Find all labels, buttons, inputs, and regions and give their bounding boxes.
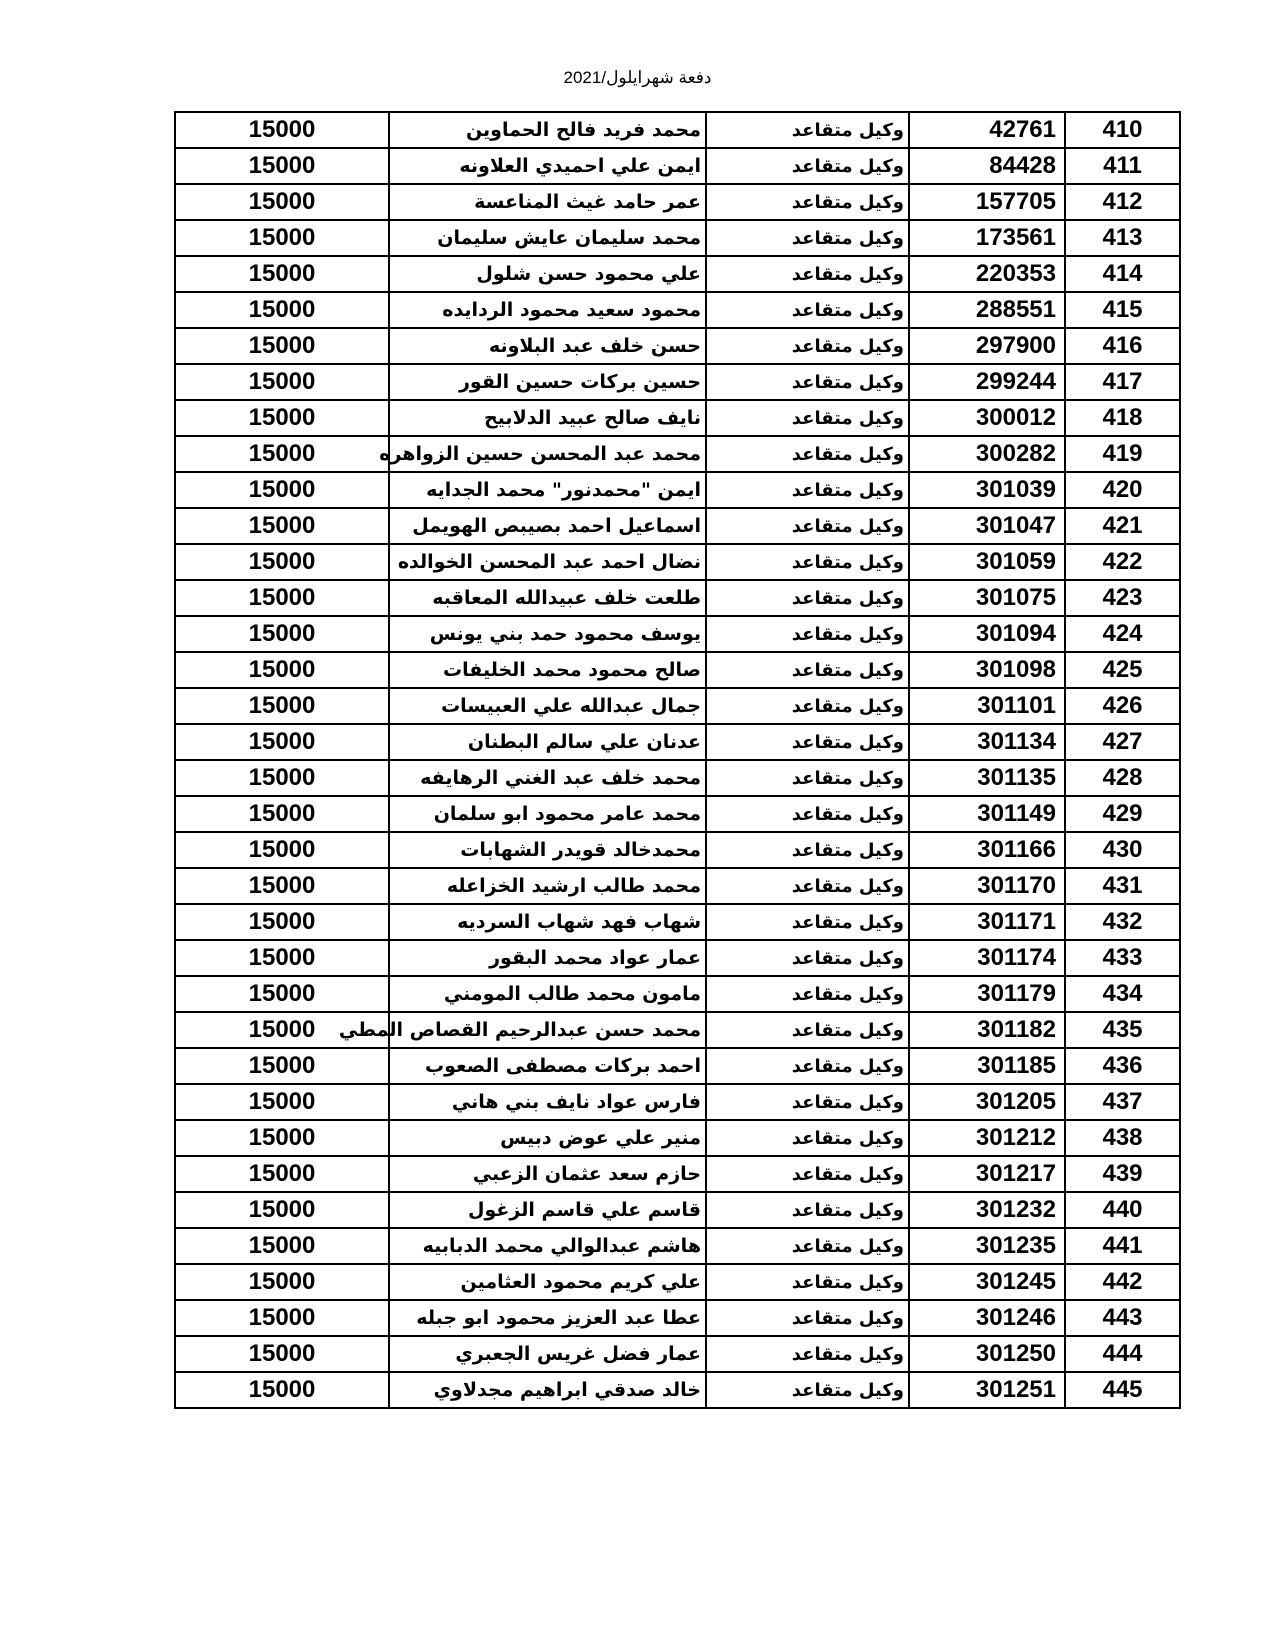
amount-cell: 15000 bbox=[175, 1228, 389, 1264]
rank-cell: وكيل متقاعد bbox=[706, 832, 909, 868]
rank-cell: وكيل متقاعد bbox=[706, 976, 909, 1012]
table-row bbox=[175, 1156, 1180, 1192]
name-cell: عدنان علي سالم البطنان bbox=[389, 724, 706, 760]
amount-cell: 15000 bbox=[175, 652, 389, 688]
amount-cell: 15000 bbox=[175, 508, 389, 544]
sequence-cell: 414 bbox=[1065, 256, 1180, 292]
sequence-cell: 430 bbox=[1065, 832, 1180, 868]
name-cell: محمد طالب ارشيد الخزاعله bbox=[389, 868, 706, 904]
name-cell: فارس عواد نايف بني هاني bbox=[389, 1084, 706, 1120]
id-number-cell: 297900 bbox=[909, 328, 1065, 364]
sequence-cell: 438 bbox=[1065, 1120, 1180, 1156]
amount-cell: 15000 bbox=[175, 1156, 389, 1192]
amount-cell: 15000 bbox=[175, 868, 389, 904]
name-cell: عطا عبد العزيز محمود ابو جبله bbox=[389, 1300, 706, 1336]
id-number-cell: 301235 bbox=[909, 1228, 1065, 1264]
name-cell: محمد خلف عبد الغني الرهايفه bbox=[389, 760, 706, 796]
amount-cell: 15000 bbox=[175, 976, 389, 1012]
payroll-table-body bbox=[175, 112, 1180, 1408]
sequence-cell: 441 bbox=[1065, 1228, 1180, 1264]
table-row bbox=[175, 724, 1180, 760]
sequence-cell: 426 bbox=[1065, 688, 1180, 724]
amount-cell: 15000 bbox=[175, 904, 389, 940]
rank-cell: وكيل متقاعد bbox=[706, 400, 909, 436]
rank-cell: وكيل متقاعد bbox=[706, 328, 909, 364]
table-row bbox=[175, 688, 1180, 724]
name-cell: شهاب فهد شهاب السرديه bbox=[389, 904, 706, 940]
table-row bbox=[175, 256, 1180, 292]
rank-cell: وكيل متقاعد bbox=[706, 1012, 909, 1048]
amount-cell: 15000 bbox=[175, 1336, 389, 1372]
amount-cell: 15000 bbox=[175, 1300, 389, 1336]
sequence-cell: 413 bbox=[1065, 220, 1180, 256]
name-cell: قاسم علي قاسم الزغول bbox=[389, 1192, 706, 1228]
rank-cell: وكيل متقاعد bbox=[706, 544, 909, 580]
sequence-cell: 428 bbox=[1065, 760, 1180, 796]
amount-cell: 15000 bbox=[175, 328, 389, 364]
name-cell: ايمن "محمدنور" محمد الجدايه bbox=[389, 472, 706, 508]
name-cell: خالد صدقي ابراهيم مجدلاوي bbox=[389, 1372, 706, 1408]
id-number-cell: 301094 bbox=[909, 616, 1065, 652]
rank-cell: وكيل متقاعد bbox=[706, 220, 909, 256]
table-row bbox=[175, 1012, 1180, 1048]
amount-cell: 15000 bbox=[175, 1192, 389, 1228]
id-number-cell: 300282 bbox=[909, 436, 1065, 472]
table-row bbox=[175, 868, 1180, 904]
name-cell: مامون محمد طالب المومني bbox=[389, 976, 706, 1012]
amount-cell: 15000 bbox=[175, 724, 389, 760]
rank-cell: وكيل متقاعد bbox=[706, 1120, 909, 1156]
id-number-cell: 173561 bbox=[909, 220, 1065, 256]
id-number-cell: 84428 bbox=[909, 148, 1065, 184]
amount-cell: 15000 bbox=[175, 112, 389, 148]
rank-cell: وكيل متقاعد bbox=[706, 1336, 909, 1372]
sequence-cell: 417 bbox=[1065, 364, 1180, 400]
amount-cell: 15000 bbox=[175, 220, 389, 256]
amount-cell: 15000 bbox=[175, 364, 389, 400]
amount-cell: 15000 bbox=[175, 1084, 389, 1120]
amount-cell: 15000 bbox=[175, 580, 389, 616]
amount-cell: 15000 bbox=[175, 688, 389, 724]
amount-cell: 15000 bbox=[175, 472, 389, 508]
amount-cell: 15000 bbox=[175, 1012, 389, 1048]
table-row bbox=[175, 112, 1180, 148]
sequence-cell: 418 bbox=[1065, 400, 1180, 436]
amount-cell: 15000 bbox=[175, 256, 389, 292]
id-number-cell: 299244 bbox=[909, 364, 1065, 400]
name-cell: جمال عبدالله علي العبيسات bbox=[389, 688, 706, 724]
id-number-cell: 301149 bbox=[909, 796, 1065, 832]
name-cell: محمد حسن عبدالرحيم القصاص المطي bbox=[389, 1012, 706, 1048]
id-number-cell: 42761 bbox=[909, 112, 1065, 148]
sequence-cell: 411 bbox=[1065, 148, 1180, 184]
name-cell: حسن خلف عبد البلاونه bbox=[389, 328, 706, 364]
amount-cell: 15000 bbox=[175, 1120, 389, 1156]
rank-cell: وكيل متقاعد bbox=[706, 436, 909, 472]
page-title: دفعة شهرايلول/2021 bbox=[563, 68, 712, 87]
payroll-table bbox=[174, 111, 1181, 1409]
id-number-cell: 300012 bbox=[909, 400, 1065, 436]
rank-cell: وكيل متقاعد bbox=[706, 472, 909, 508]
rank-cell: وكيل متقاعد bbox=[706, 364, 909, 400]
name-cell: حازم سعد عثمان الزعبي bbox=[389, 1156, 706, 1192]
id-number-cell: 301059 bbox=[909, 544, 1065, 580]
rank-cell: وكيل متقاعد bbox=[706, 652, 909, 688]
name-cell: هاشم عبدالوالي محمد الدبابيه bbox=[389, 1228, 706, 1264]
table-row bbox=[175, 1336, 1180, 1372]
sequence-cell: 410 bbox=[1065, 112, 1180, 148]
amount-cell: 15000 bbox=[175, 940, 389, 976]
name-cell: نضال احمد عبد المحسن الخوالده bbox=[389, 544, 706, 580]
name-cell: محمد عامر محمود ابو سلمان bbox=[389, 796, 706, 832]
amount-cell: 15000 bbox=[175, 436, 389, 472]
name-cell: احمد بركات مصطفى الصعوب bbox=[389, 1048, 706, 1084]
table-row bbox=[175, 1120, 1180, 1156]
amount-cell: 15000 bbox=[175, 544, 389, 580]
sequence-cell: 415 bbox=[1065, 292, 1180, 328]
sequence-cell: 437 bbox=[1065, 1084, 1180, 1120]
sequence-cell: 440 bbox=[1065, 1192, 1180, 1228]
rank-cell: وكيل متقاعد bbox=[706, 1192, 909, 1228]
sequence-cell: 425 bbox=[1065, 652, 1180, 688]
sequence-cell: 439 bbox=[1065, 1156, 1180, 1192]
name-cell: محمود سعيد محمود الردايده bbox=[389, 292, 706, 328]
sequence-cell: 412 bbox=[1065, 184, 1180, 220]
sequence-cell: 421 bbox=[1065, 508, 1180, 544]
rank-cell: وكيل متقاعد bbox=[706, 1084, 909, 1120]
id-number-cell: 301171 bbox=[909, 904, 1065, 940]
id-number-cell: 301245 bbox=[909, 1264, 1065, 1300]
amount-cell: 15000 bbox=[175, 148, 389, 184]
name-cell: محمد عبد المحسن حسين الزواهره bbox=[389, 436, 706, 472]
id-number-cell: 288551 bbox=[909, 292, 1065, 328]
rank-cell: وكيل متقاعد bbox=[706, 1048, 909, 1084]
id-number-cell: 301170 bbox=[909, 868, 1065, 904]
rank-cell: وكيل متقاعد bbox=[706, 184, 909, 220]
rank-cell: وكيل متقاعد bbox=[706, 940, 909, 976]
sequence-cell: 445 bbox=[1065, 1372, 1180, 1408]
sequence-cell: 419 bbox=[1065, 436, 1180, 472]
id-number-cell: 301246 bbox=[909, 1300, 1065, 1336]
name-cell: منير علي عوض دبيس bbox=[389, 1120, 706, 1156]
sequence-cell: 434 bbox=[1065, 976, 1180, 1012]
id-number-cell: 301250 bbox=[909, 1336, 1065, 1372]
id-number-cell: 301251 bbox=[909, 1372, 1065, 1408]
id-number-cell: 301047 bbox=[909, 508, 1065, 544]
table-row bbox=[175, 1048, 1180, 1084]
rank-cell: وكيل متقاعد bbox=[706, 760, 909, 796]
table-row bbox=[175, 904, 1180, 940]
rank-cell: وكيل متقاعد bbox=[706, 1228, 909, 1264]
id-number-cell: 301166 bbox=[909, 832, 1065, 868]
sequence-cell: 444 bbox=[1065, 1336, 1180, 1372]
name-cell: عمر حامد غيث المناعسة bbox=[389, 184, 706, 220]
amount-cell: 15000 bbox=[175, 796, 389, 832]
rank-cell: وكيل متقاعد bbox=[706, 616, 909, 652]
name-cell: ايمن علي احميدي العلاونه bbox=[389, 148, 706, 184]
sequence-cell: 443 bbox=[1065, 1300, 1180, 1336]
table-row bbox=[175, 652, 1180, 688]
sequence-cell: 422 bbox=[1065, 544, 1180, 580]
sequence-cell: 431 bbox=[1065, 868, 1180, 904]
id-number-cell: 301098 bbox=[909, 652, 1065, 688]
sequence-cell: 442 bbox=[1065, 1264, 1180, 1300]
amount-cell: 15000 bbox=[175, 292, 389, 328]
id-number-cell: 157705 bbox=[909, 184, 1065, 220]
amount-cell: 15000 bbox=[175, 1048, 389, 1084]
rank-cell: وكيل متقاعد bbox=[706, 1300, 909, 1336]
table-row bbox=[175, 1300, 1180, 1336]
id-number-cell: 301217 bbox=[909, 1156, 1065, 1192]
amount-cell: 15000 bbox=[175, 832, 389, 868]
rank-cell: وكيل متقاعد bbox=[706, 580, 909, 616]
name-cell: طلعت خلف عبيدالله المعاقبه bbox=[389, 580, 706, 616]
sequence-cell: 423 bbox=[1065, 580, 1180, 616]
id-number-cell: 301039 bbox=[909, 472, 1065, 508]
table-row bbox=[175, 616, 1180, 652]
table-row bbox=[175, 364, 1180, 400]
table-row bbox=[175, 760, 1180, 796]
table-row bbox=[175, 184, 1180, 220]
table-row bbox=[175, 508, 1180, 544]
rank-cell: وكيل متقاعد bbox=[706, 1372, 909, 1408]
amount-cell: 15000 bbox=[175, 184, 389, 220]
table-row bbox=[175, 544, 1180, 580]
sequence-cell: 427 bbox=[1065, 724, 1180, 760]
id-number-cell: 301075 bbox=[909, 580, 1065, 616]
id-number-cell: 301232 bbox=[909, 1192, 1065, 1228]
name-cell: حسين بركات حسين القور bbox=[389, 364, 706, 400]
sequence-cell: 432 bbox=[1065, 904, 1180, 940]
rank-cell: وكيل متقاعد bbox=[706, 292, 909, 328]
id-number-cell: 301101 bbox=[909, 688, 1065, 724]
rank-cell: وكيل متقاعد bbox=[706, 724, 909, 760]
rank-cell: وكيل متقاعد bbox=[706, 508, 909, 544]
table-row bbox=[175, 1192, 1180, 1228]
sequence-cell: 435 bbox=[1065, 1012, 1180, 1048]
name-cell: عمار عواد محمد البقور bbox=[389, 940, 706, 976]
id-number-cell: 301135 bbox=[909, 760, 1065, 796]
name-cell: نايف صالح عبيد الدلابيح bbox=[389, 400, 706, 436]
amount-cell: 15000 bbox=[175, 616, 389, 652]
table-row bbox=[175, 1084, 1180, 1120]
name-cell: صالح محمود محمد الخليفات bbox=[389, 652, 706, 688]
table-row bbox=[175, 292, 1180, 328]
amount-cell: 15000 bbox=[175, 760, 389, 796]
id-number-cell: 301205 bbox=[909, 1084, 1065, 1120]
name-cell: علي محمود حسن شلول bbox=[389, 256, 706, 292]
table-row bbox=[175, 832, 1180, 868]
rank-cell: وكيل متقاعد bbox=[706, 1156, 909, 1192]
table-row bbox=[175, 1264, 1180, 1300]
table-row bbox=[175, 148, 1180, 184]
rank-cell: وكيل متقاعد bbox=[706, 148, 909, 184]
name-cell: عمار فضل غريس الجعبري bbox=[389, 1336, 706, 1372]
amount-cell: 15000 bbox=[175, 400, 389, 436]
id-number-cell: 301212 bbox=[909, 1120, 1065, 1156]
amount-cell: 15000 bbox=[175, 1264, 389, 1300]
table-row bbox=[175, 436, 1180, 472]
sequence-cell: 436 bbox=[1065, 1048, 1180, 1084]
name-cell: علي كريم محمود العثامين bbox=[389, 1264, 706, 1300]
rank-cell: وكيل متقاعد bbox=[706, 688, 909, 724]
id-number-cell: 301182 bbox=[909, 1012, 1065, 1048]
rank-cell: وكيل متقاعد bbox=[706, 904, 909, 940]
table-row bbox=[175, 976, 1180, 1012]
name-cell: يوسف محمود حمد بني يونس bbox=[389, 616, 706, 652]
table-row bbox=[175, 472, 1180, 508]
name-cell: محمدخالد قويدر الشهابات bbox=[389, 832, 706, 868]
id-number-cell: 301134 bbox=[909, 724, 1065, 760]
name-cell: محمد فريد فالح الحماوين bbox=[389, 112, 706, 148]
sequence-cell: 424 bbox=[1065, 616, 1180, 652]
table-row bbox=[175, 220, 1180, 256]
sequence-cell: 429 bbox=[1065, 796, 1180, 832]
sequence-cell: 420 bbox=[1065, 472, 1180, 508]
id-number-cell: 301185 bbox=[909, 1048, 1065, 1084]
table-row bbox=[175, 328, 1180, 364]
table-row bbox=[175, 796, 1180, 832]
rank-cell: وكيل متقاعد bbox=[706, 796, 909, 832]
id-number-cell: 301179 bbox=[909, 976, 1065, 1012]
rank-cell: وكيل متقاعد bbox=[706, 112, 909, 148]
table-row bbox=[175, 940, 1180, 976]
amount-cell: 15000 bbox=[175, 1372, 389, 1408]
name-cell: محمد سليمان عايش سليمان bbox=[389, 220, 706, 256]
table-row bbox=[175, 1372, 1180, 1408]
rank-cell: وكيل متقاعد bbox=[706, 868, 909, 904]
name-cell: اسماعيل احمد بصيبص الهويمل bbox=[389, 508, 706, 544]
id-number-cell: 220353 bbox=[909, 256, 1065, 292]
sequence-cell: 433 bbox=[1065, 940, 1180, 976]
sequence-cell: 416 bbox=[1065, 328, 1180, 364]
rank-cell: وكيل متقاعد bbox=[706, 256, 909, 292]
rank-cell: وكيل متقاعد bbox=[706, 1264, 909, 1300]
id-number-cell: 301174 bbox=[909, 940, 1065, 976]
table-row bbox=[175, 1228, 1180, 1264]
table-row bbox=[175, 580, 1180, 616]
table-row bbox=[175, 400, 1180, 436]
